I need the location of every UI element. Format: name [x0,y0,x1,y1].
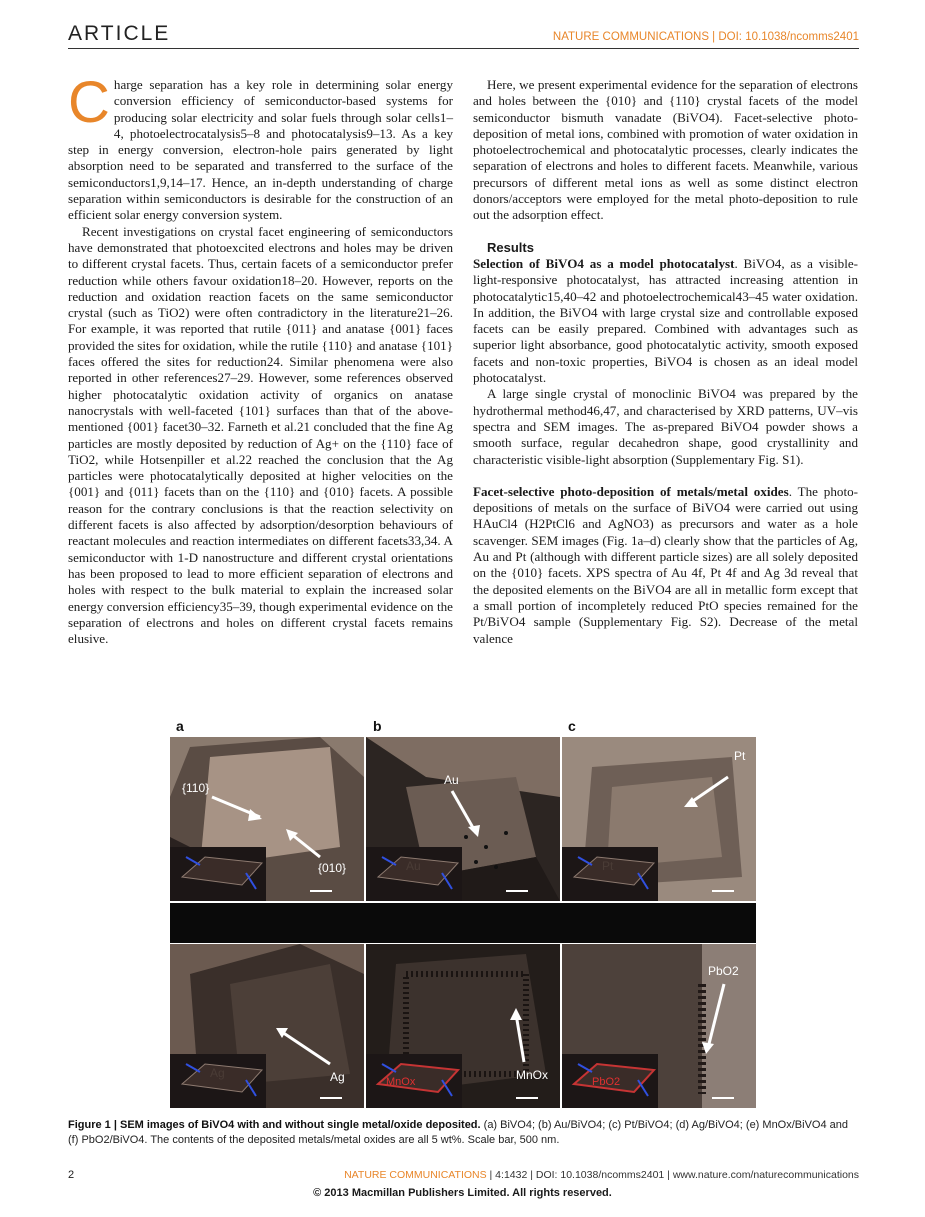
results-heading: Results [487,239,534,255]
sem-panel-f [562,944,756,1108]
sem-panel-a [170,737,364,901]
caption-title: Figure 1 | SEM images of BiVO4 with and without single metal/oxide deposited. [68,1119,481,1131]
header-journal-doi[interactable]: NATURE COMMUNICATIONS | DOI: 10.1038/ncomms2401 [552,31,859,43]
sem-panel-b [366,737,560,901]
label-mnox-deposit: MnOx [516,1068,549,1082]
subheading-facet-selective: Facet-selective photo-deposition of metals/metal oxides [473,483,789,499]
text-model-photocatalyst: . BiVO4, as a visible-light-responsive photocatalyst, has attracted increasing attention in photocatalytic15,40–42 and photoelectrochemical43–45 water oxidation. In addition, the BiVO4 with large crystal size and controllable exposed facets can be easily prepared. Combined with advantages such as superior light absorbance, good photocatalytic activity, smooth exposed facets and non-toxic properties, BiVO4 is chosen as an ideal model photocatalyst. [473,255,858,386]
label-facet-010: {010} [318,861,347,875]
label-facet-110: {110} [182,781,210,795]
subheading-model-photocatalyst: Selection of BiVO4 as a model photocatalyst [473,255,735,271]
footer-journal-info[interactable] [344,1169,859,1181]
left-column [68,70,453,647]
sem-panel-c [562,737,756,901]
inset-label-mnox: MnOx [386,1076,416,1088]
label-ag-particles: Ag [330,1070,345,1084]
inset-label-au: Au [406,859,421,873]
paragraph-intro: harge separation has a key role in determining solar energy conversion efficiency of semiconductor-based systems for producing solar electricity and solar fuels through solar cells1–4, photoelectrocatalysis5–8 and photocatalysis9–13. As a key step in energy conversion, electron-hole pairs generated by light absorption need to be separated and transferred to the surface of the semiconductors1,9,14–17. Hence, an in-depth understanding of charge separation within semiconductors is desirable for the construction of an efficient solar energy conversion system. [68,77,453,223]
sem-panel-d [170,944,364,1108]
sem-panel-e [366,944,560,1108]
footer-journal-name: NATURE COMMUNICATIONS [344,1169,487,1181]
panel-label-c: c [568,718,576,734]
label-au-particles: Au [444,773,459,787]
figure-1-sem-images [170,718,756,1108]
panel-label-b: b [373,718,382,734]
figure-row-separator [170,903,756,943]
caption-text: (a) BiVO4; (b) Au/BiVO4; (c) Pt/BiVO4; (d) Ag/BiVO4; (e) MnOx/BiVO4 and (f) PbO2/BiVO4. The contents of the deposited metals/metal oxides are all 5 wt%. Scale bar, 500 nm. [68,1119,848,1146]
paragraph-facet-engineering: Recent investigations on crystal facet engineering of semiconductors have demonstrated that photoexcited electrons and holes may be driven to different crystal facets. Thus, certain facets of a semiconductor prefer reduction while others favour oxidation18–20. However, reports on the reduction and oxidation reaction facets on the same semiconductor crystal (such as TiO2) were often contradictory in the literature21–26. For example, it was reported that rutile {011} and anatase {001} faces provided the sites for oxidation, while the rutile {110} and anatase {101} faces offered the sites for reduction24. Similar phenomena were also reported in other references27–29. However, some references observed higher photocatalytic oxidation activity of organics on anatase nanocrystals with well-faceted {101} surfaces than that of the above-mentioned {001} facet30–32. Farneth et al.21 concluded that the fine Ag particles are mostly deposited by reduction of Ag+ on the {110} face of TiO2, while Hotsenpiller et al.22 reached the conclusion that the Ag particles were photocatalytically deposited at higher velocities on the {001} and {011} facets than on the {110} and {010} facets. A possible reason for the contrary conclusions is that the reaction selectivity on different facets is also affected by adsorption/desorption behaviours of reactant molecules and reaction intermediates on different facets33,34. A semiconductor with 1-D nanostructure and different crystal orientations has been proposed to lead to more efficient separation of electrons and holes with respect to the bulk material to explain the increased solar energy conversion efficiency35–39, though experimental evidence on the separation of electrons and holes on different crystal facets remains elusive. [68,223,453,647]
inset-label-pbo2: PbO2 [592,1076,621,1088]
figure-1-caption [68,1118,859,1148]
label-pt-particles: Pt [734,749,746,763]
right-column [473,77,858,647]
drop-cap: C [68,70,110,135]
header-section-label: ARTICLE [68,22,171,45]
text-facet-selective: . The photo-depositions of metals on the surface of BiVO4 were carried out using HAuCl4 (H2PtCl6 and AgNO3) as precursors and water as a hole scavenger. SEM images (Fig. 1a–d) clearly show that the particles of Ag, Au and Pt (although with different particle sizes) are all solely deposited on the {010} facets. XPS spectra of Au 4f, Pt 4f and Ag 3d reveal that the deposited elements on the BiVO4 are all in metallic form except that a small portion of incompletely reduced PtO species remained for the Pt/BiVO4 sample (Supplementary Fig. S2). Decrease of the metal valence [473,483,858,646]
paragraph-model-photocatalyst [473,256,858,386]
copyright-notice: © 2013 Macmillan Publishers Limited. All rights reserved. [313,1187,612,1199]
header-divider [68,48,859,49]
inset-label-pt: Pt [602,859,614,873]
paragraph-single-crystal: A large single crystal of monoclinic BiVO4 was prepared by the hydrothermal method46,47, and characterised by XRD patterns, UV–vis spectra and SEM images. The as-prepared BiVO4 powder shows a smooth surface, regular decahedron shape, good crystallinity and characteristic visible-light absorption (Supplementary Fig. S1). [473,386,858,467]
inset-label-ag: Ag [210,1066,225,1080]
page-number: 2 [68,1169,75,1181]
footer-journal-details: | 4:1432 | DOI: 10.1038/ncomms2401 | www.nature.com/naturecommunications [486,1169,859,1181]
panel-label-a: a [176,718,184,734]
paragraph-present-evidence: Here, we present experimental evidence for the separation of electrons and holes between the {010} and {110} crystal facets of the model semiconductor bismuth vanadate (BiVO4). Facet-selective photo-deposition of metal ions, combined with promotion of water oxidation in photoelectrochemical and photocatalytic processes, clearly indicates the separation of electrons and holes to different facets. Meanwhile, various precursors of different metal ions as well as some distinct electron donors/acceptors were employed for the metal photo-deposition to rule out the adsorption effect. [473,77,858,223]
paragraph-facet-selective [473,484,858,647]
label-pbo2-deposit: PbO2 [708,964,739,978]
